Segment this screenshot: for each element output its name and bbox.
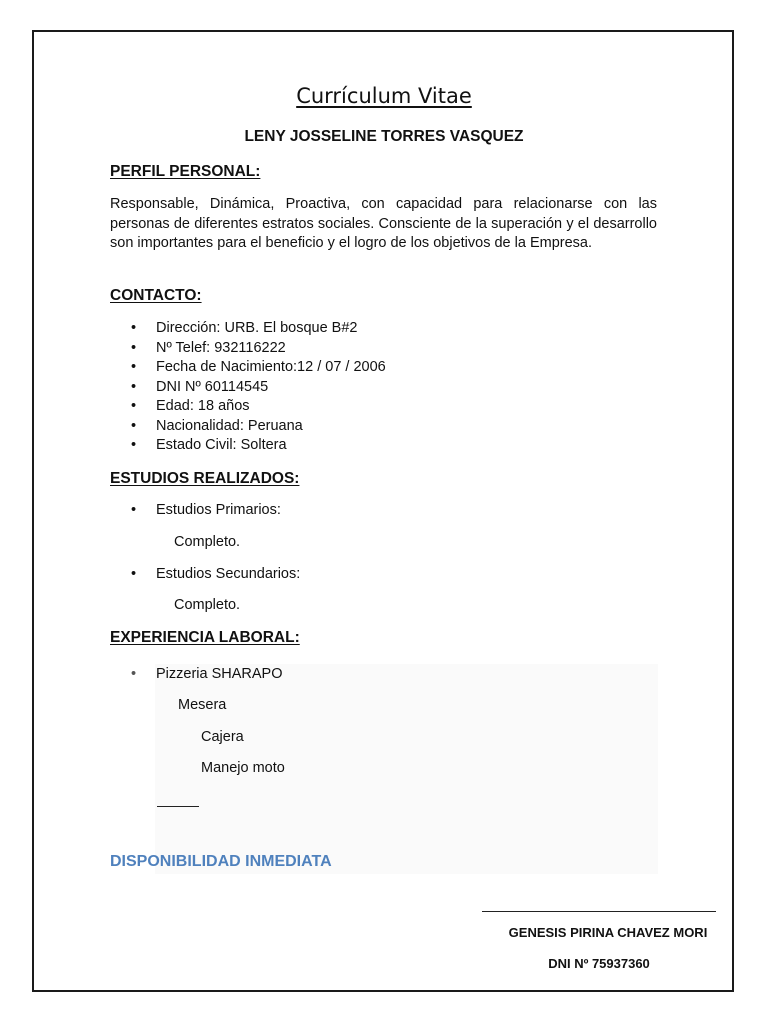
contact-item-dni [110,378,386,398]
contact-list [110,319,386,456]
study-primary-label: Estudios Primarios: [156,502,281,518]
contact-item-text: Nacionalidad: Peruana [156,417,303,434]
document-title: Currículum Vitae [296,84,472,108]
contact-item-text: Dirección: URB. El bosque B#2 [156,320,358,336]
experience-heading: EXPERIENCIA LABORAL: [110,629,300,646]
candidate-name: LENY JOSSELINE TORRES VASQUEZ [244,128,524,145]
signature-line [482,911,716,912]
bullet-icon: • [131,566,137,582]
contact-heading: CONTACTO: [110,287,202,304]
profile-text: Responsable, Dinámica, Proactiva, con capacidad para relacionarse con las personas de diferentes estratos sociales. Consciente de la superación y el desarrollo son importantes para el beneficio y el logro de los objetivos de la Empresa. [110,196,657,251]
bullet-icon: • [131,437,137,453]
contact-item-civil-status [110,436,386,456]
contact-item-text: DNI Nº 60114545 [156,378,269,395]
bullet-icon: • [131,378,137,395]
availability-note: DISPONIBILIDAD INMEDIATA [110,853,332,870]
short-rule [157,806,199,807]
contact-item-birthdate [110,358,386,378]
contact-item-text: Nº Telef: 932116222 [156,339,286,356]
contact-item-address [110,319,386,339]
contact-item-text: Estado Civil: Soltera [156,437,287,453]
experience-employer: Pizzeria SHARAPO [156,666,283,682]
contact-item-text: Fecha de Nacimiento:12 / 07 / 2006 [156,359,386,375]
experience-role: Mesera [178,697,227,713]
bullet-icon: • [131,359,137,375]
studies-heading: ESTUDIOS REALIZADOS: [110,470,300,487]
bullet-icon: • [131,398,137,414]
bullet-icon: • [131,666,137,682]
bullet-icon: • [131,417,137,434]
experience-task: Manejo moto [201,760,285,776]
contact-item-phone [110,339,386,359]
contact-item-nationality [110,417,386,437]
profile-heading: PERFIL PERSONAL: [110,163,261,180]
study-primary-status: Completo. [174,534,241,550]
signature-name: GENESIS PIRINA CHAVEZ MORI [508,925,708,940]
bullet-icon: • [131,320,137,336]
signature-dni: DNI Nº 75937360 [548,956,650,971]
bullet-icon: • [131,339,137,356]
contact-item-age [110,397,386,417]
bullet-icon: • [131,502,137,518]
study-secondary-status: Completo. [174,597,241,613]
study-secondary-label: Estudios Secundarios: [156,566,301,582]
experience-task: Cajera [201,729,244,745]
contact-item-text: Edad: 18 años [156,398,250,414]
